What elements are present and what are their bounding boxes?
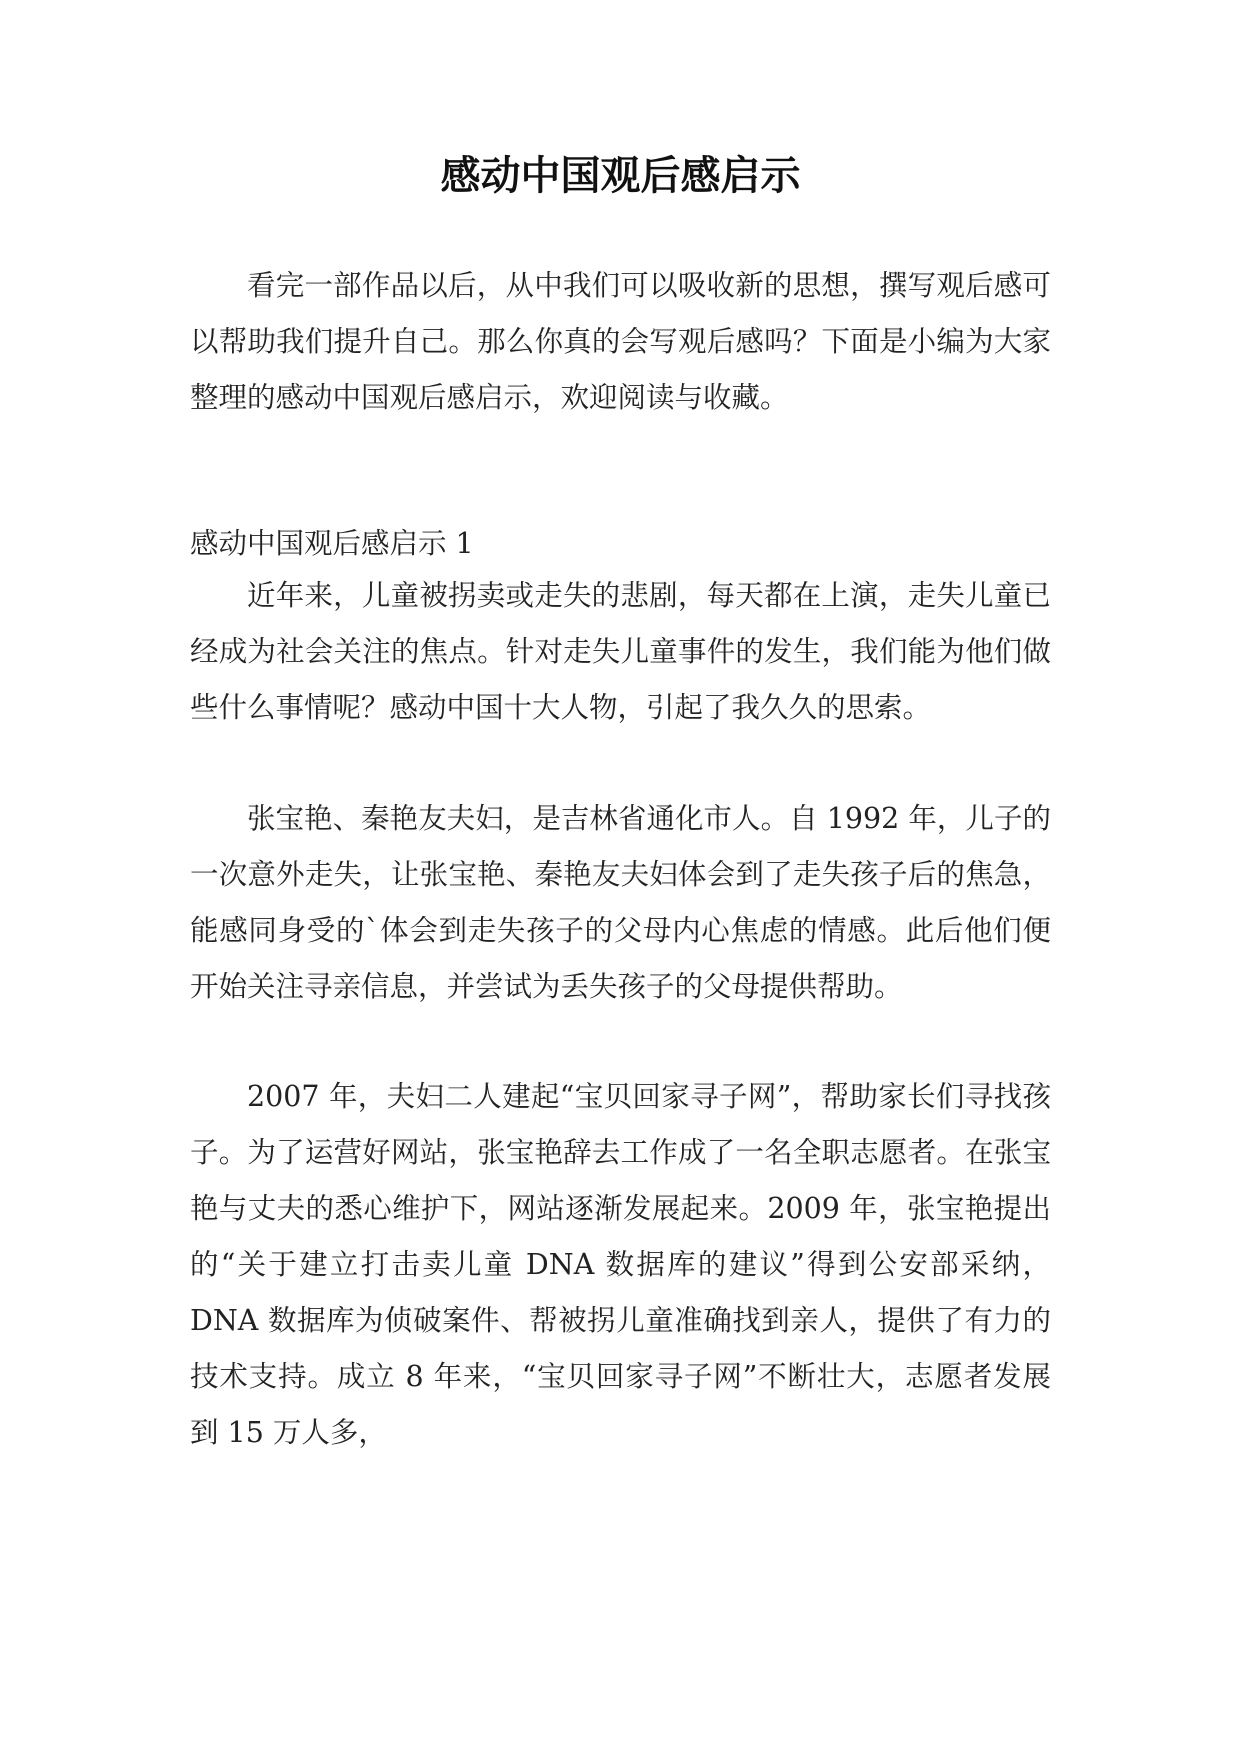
section-heading: 感动中国观后感启示 1: [190, 527, 474, 560]
body-paragraph-2: 张宝艳、秦艳友夫妇，是吉林省通化市人。自 1992 年，儿子的一次意外走失，让张宝艳、秦艳友夫妇体会到了走失孩子后的焦急，能感同身受的`体会到走失孩子的父母内心焦虑的情感。此后他们便开始关注寻亲信息，并尝试为丢失孩子的父母提供帮助。: [190, 802, 1051, 1003]
body-paragraph-1: 近年来，儿童被拐卖或走失的悲剧，每天都在上演，走失儿童已经成为社会关注的焦点。针对走失儿童事件的发生，我们能为他们做些什么事情呢？感动中国十大人物，引起了我久久的思索。: [190, 579, 1051, 724]
intro-paragraph: 看完一部作品以后，从中我们可以吸收新的思想，撰写观后感可以帮助我们提升自己。那么你真的会写观后感吗？下面是小编为大家整理的感动中国观后感启示，欢迎阅读与收藏。: [190, 269, 1051, 414]
body-paragraph-3: 2007 年，夫妇二人建起“宝贝回家寻子网”，帮助家长们寻找孩子。为了运营好网站，张宝艳辞去工作成了一名全职志愿者。在张宝艳与丈夫的悉心维护下，网站逐渐发展起来。2009 年，张宝艳提出的“关于建立打击卖儿童 DNA 数据库的建议”得到公安部采纳，DNA 数据库为侦破案件、帮被拐儿童准确找到亲人，提供了有力的技术支持。成立 8 年来，“宝贝回家寻子网”不断壮大，志愿者发展到 15 万人多，: [190, 1080, 1051, 1449]
document-title: 感动中国观后感启示: [440, 153, 801, 199]
